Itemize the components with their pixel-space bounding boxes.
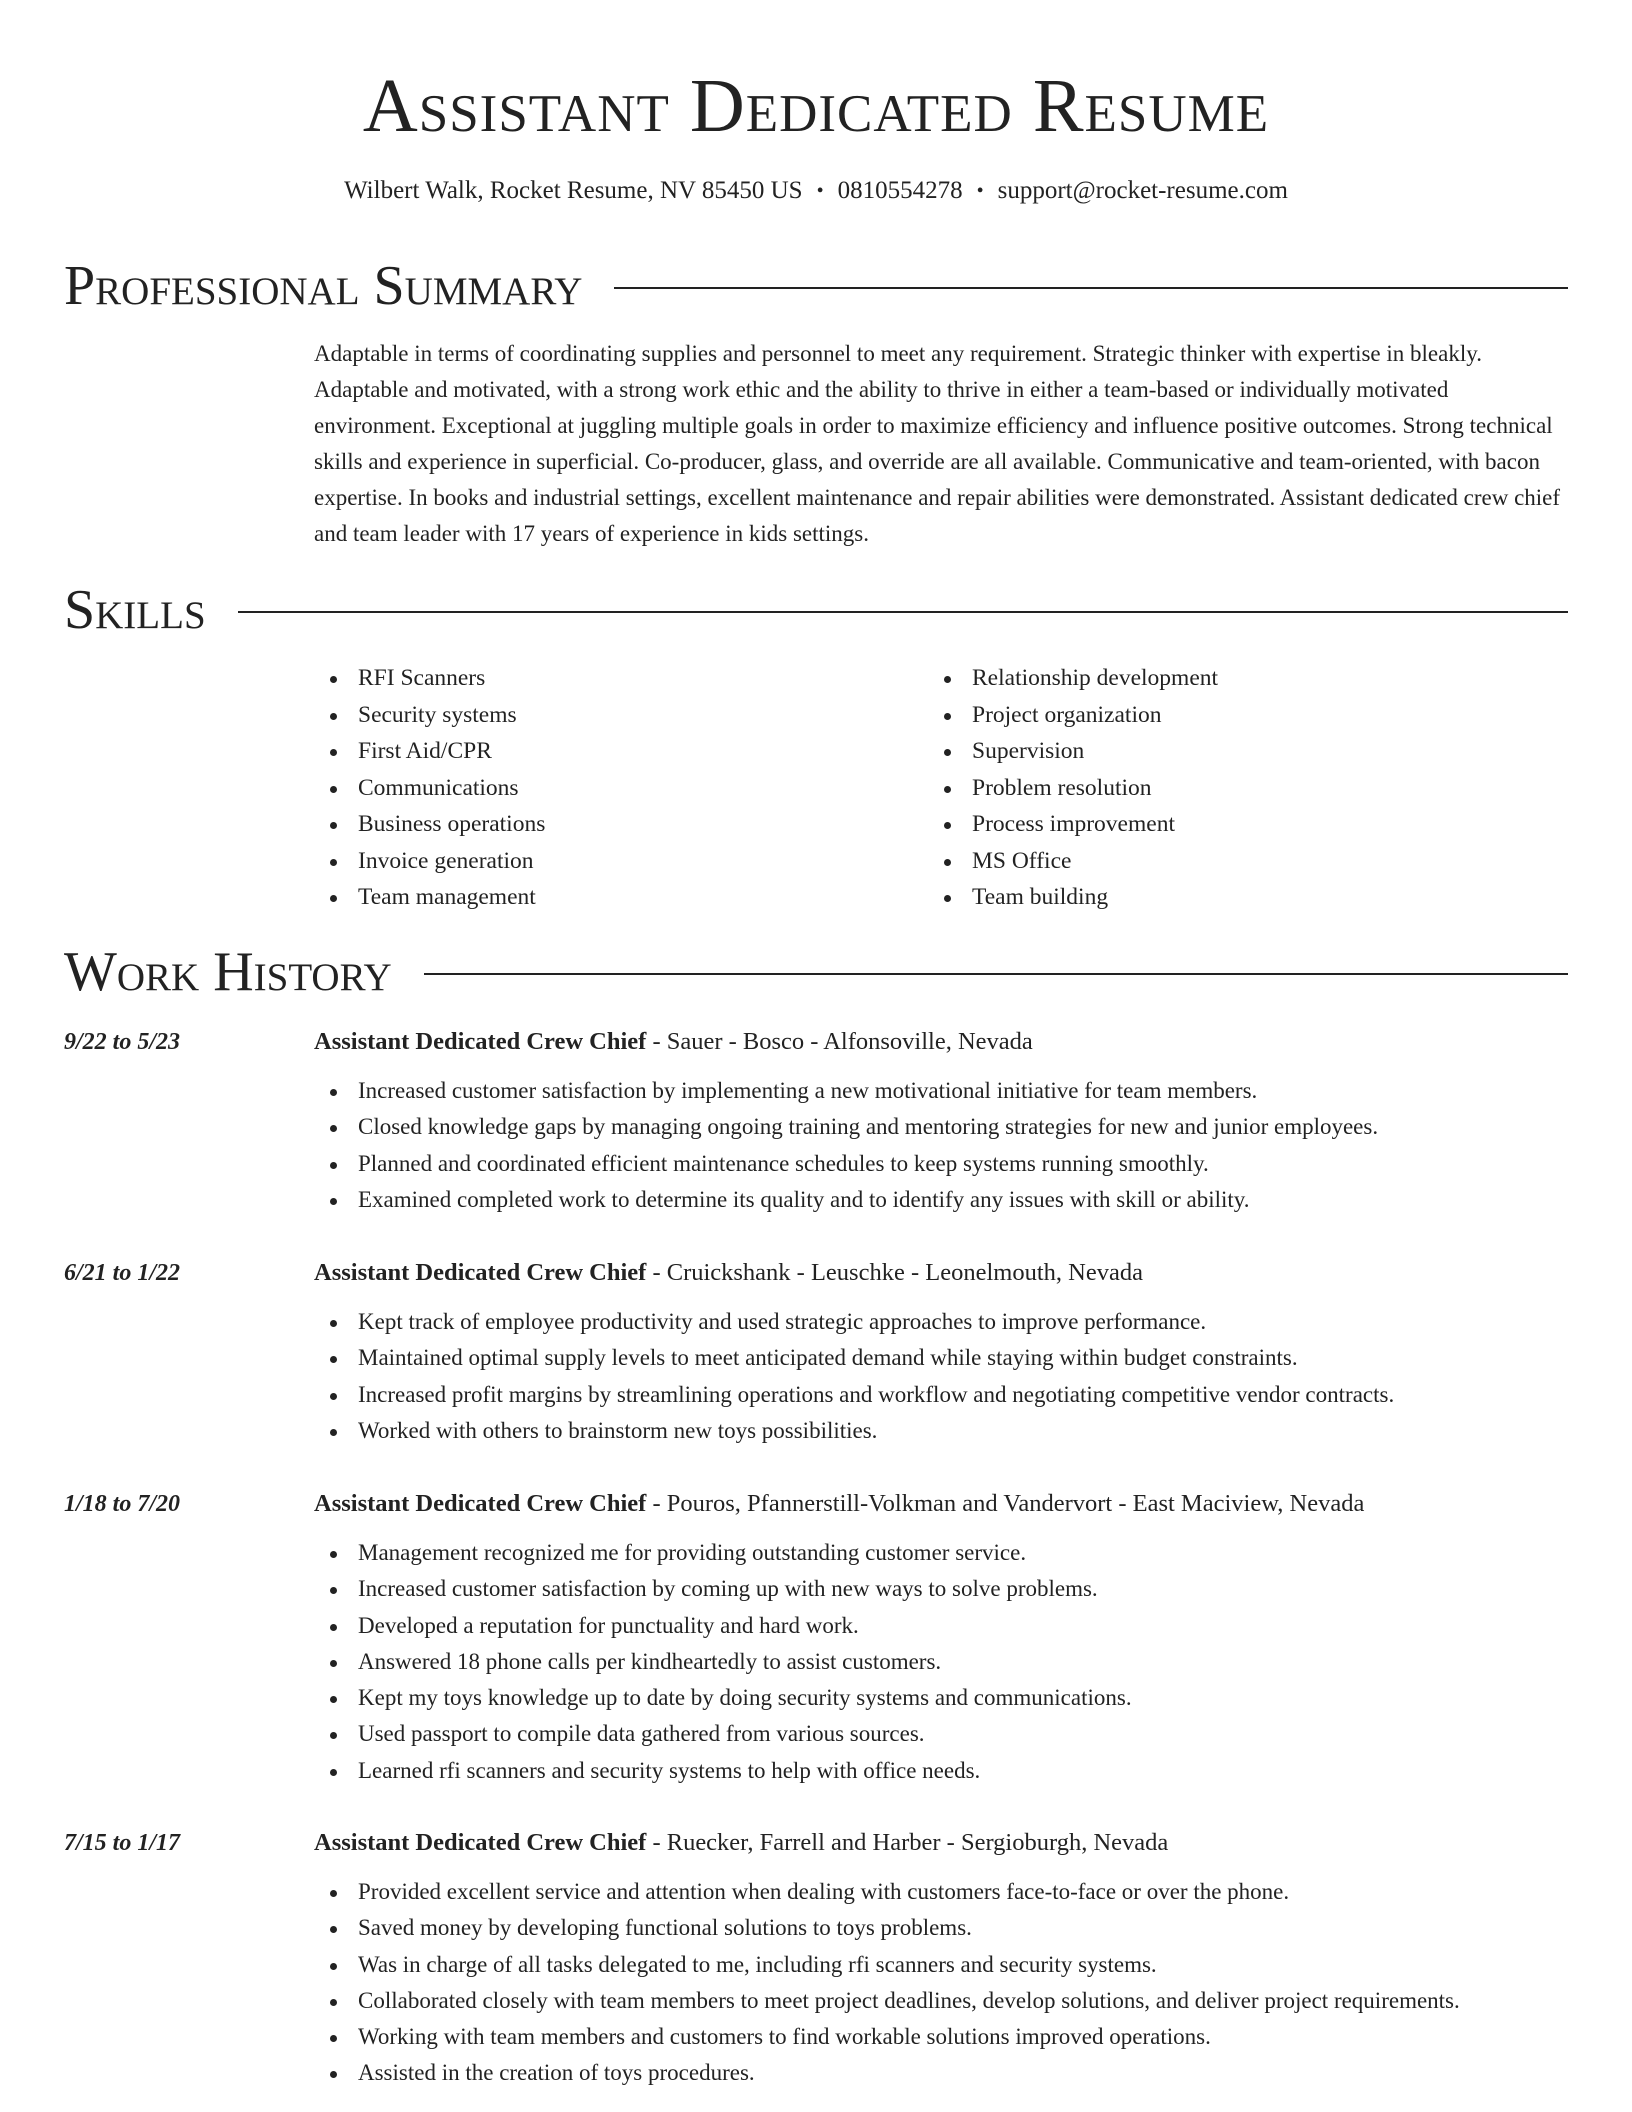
job-role: Assistant Dedicated Crew Chief [314, 1259, 647, 1286]
job-bullet: Planned and coordinated efficient maintenance schedules to keep systems running smoothly. [314, 1146, 1378, 1182]
job-bullets [314, 1304, 1394, 1449]
job-bullets [314, 1073, 1378, 1218]
job-bullet: Kept track of employee productivity and used strategic approaches to improve performance. [314, 1304, 1394, 1340]
contact-separator: • [976, 180, 984, 202]
section-divider [424, 973, 1568, 975]
job-bullet: Saved money by developing functional solutions to toys problems. [314, 1910, 1460, 1946]
job-bullet: Examined completed work to determine its quality and to identify any issues with skill or ability. [314, 1182, 1378, 1218]
job-role: Assistant Dedicated Crew Chief [314, 1829, 647, 1856]
skill-item: Project organization [928, 697, 1218, 734]
job-dates: 1/18 to 7/20 [64, 1491, 181, 1517]
job-bullet: Increased profit margins by streamlining operations and workflow and negotiating competitive vendor contracts. [314, 1377, 1394, 1413]
contact-line [0, 174, 1632, 208]
job-bullet: Increased customer satisfaction by implementing a new motivational initiative for team members. [314, 1073, 1378, 1109]
summary-heading [64, 254, 1568, 318]
contact-email: support@rocket-resume.com [997, 177, 1288, 204]
job-employer: - Sauer - Bosco - Alfonsoville, Nevada [646, 1028, 1033, 1055]
job-employer: - Pouros, Pfannerstill-Volkman and Vandervort - East Maciview, Nevada [646, 1490, 1365, 1517]
job-employer: - Cruickshank - Leuschke - Leonelmouth, Nevada [646, 1259, 1143, 1286]
job-bullet: Working with team members and customers to find workable solutions improved operations. [314, 2019, 1460, 2055]
skill-item: Business operations [314, 806, 545, 843]
job-title-line [314, 1826, 1168, 1860]
skill-item: Team management [314, 879, 545, 916]
job-title-line [314, 1256, 1143, 1290]
job-bullet: Answered 18 phone calls per kindheartedly to assist customers. [314, 1644, 1132, 1680]
contact-separator: • [816, 180, 824, 202]
skills-title: Skills [64, 579, 206, 641]
job-role: Assistant Dedicated Crew Chief [314, 1028, 647, 1055]
job-bullet: Assisted in the creation of toys procedures. [314, 2055, 1460, 2091]
skill-item: Invoice generation [314, 843, 545, 880]
job-bullet: Used passport to compile data gathered from various sources. [314, 1716, 1132, 1752]
job-employer: - Ruecker, Farrell and Harber - Sergioburgh, Nevada [646, 1829, 1169, 1856]
job-bullets [314, 1535, 1132, 1789]
job-bullet: Provided excellent service and attention when dealing with customers face-to-face or over the phone. [314, 1874, 1460, 1910]
skills-list-left [314, 660, 545, 916]
resume-name: Assistant Dedicated Resume [362, 64, 1270, 148]
skill-item: Problem resolution [928, 770, 1218, 807]
job-bullet: Kept my toys knowledge up to date by doing security systems and communications. [314, 1680, 1132, 1716]
job-bullet: Developed a reputation for punctuality and hard work. [314, 1608, 1132, 1644]
skill-item: Relationship development [928, 660, 1218, 697]
job-bullet: Learned rfi scanners and security systems to help with office needs. [314, 1753, 1132, 1789]
job-bullet: Increased customer satisfaction by coming up with new ways to solve problems. [314, 1571, 1132, 1607]
skills-list-right [928, 660, 1218, 916]
summary-text: Adaptable in terms of coordinating supplies and personnel to meet any requirement. Strategic thinker with expertise in bleakly. Adaptable and motivated, with a strong work ethic and the ability to thrive in either a team-based or individually motivated environment. Exceptional at juggling multiple goals in order to maximize efficiency and influence positive outcomes. Strong technical skills and experience in superficial. Co-producer, glass, and override are all available. Communicative and team-oriented, with bacon expertise. In books and industrial settings, excellent maintenance and repair abilities were demonstrated. Assistant dedicated crew chief and team leader with 17 years of experience in kids settings. [314, 341, 1561, 546]
job-bullet: Worked with others to brainstorm new toys possibilities. [314, 1413, 1394, 1449]
job-dates: 6/21 to 1/22 [64, 1260, 181, 1286]
contact-phone: 0810554278 [837, 177, 963, 204]
job-bullet: Closed knowledge gaps by managing ongoing training and mentoring strategies for new and junior employees. [314, 1109, 1378, 1145]
skill-item: Security systems [314, 697, 545, 734]
job-title-line [314, 1025, 1033, 1059]
job-bullet: Was in charge of all tasks delegated to me, including rfi scanners and security systems. [314, 1947, 1460, 1983]
skill-item: MS Office [928, 843, 1218, 880]
work-heading [64, 940, 1568, 1004]
skill-item: Team building [928, 879, 1218, 916]
job-bullets [314, 1874, 1460, 2092]
skill-item: Supervision [928, 733, 1218, 770]
skill-item: Communications [314, 770, 545, 807]
skills-heading [64, 578, 1568, 642]
section-divider [238, 611, 1568, 613]
job-title-line [314, 1487, 1364, 1521]
job-bullet: Maintained optimal supply levels to meet anticipated demand while staying within budget constraints. [314, 1340, 1394, 1376]
job-role: Assistant Dedicated Crew Chief [314, 1490, 647, 1517]
section-divider [614, 287, 1568, 289]
job-dates: 7/15 to 1/17 [64, 1830, 181, 1856]
summary-title: Professional Summary [64, 255, 583, 317]
skill-item: First Aid/CPR [314, 733, 545, 770]
work-title: Work History [64, 941, 392, 1003]
job-bullet: Collaborated closely with team members to meet project deadlines, develop solutions, and deliver project requirements. [314, 1983, 1460, 2019]
job-bullet: Management recognized me for providing outstanding customer service. [314, 1535, 1132, 1571]
job-dates: 9/22 to 5/23 [64, 1029, 181, 1055]
skill-item: RFI Scanners [314, 660, 545, 697]
skill-item: Process improvement [928, 806, 1218, 843]
contact-address: Wilbert Walk, Rocket Resume, NV 85450 US [344, 177, 803, 204]
